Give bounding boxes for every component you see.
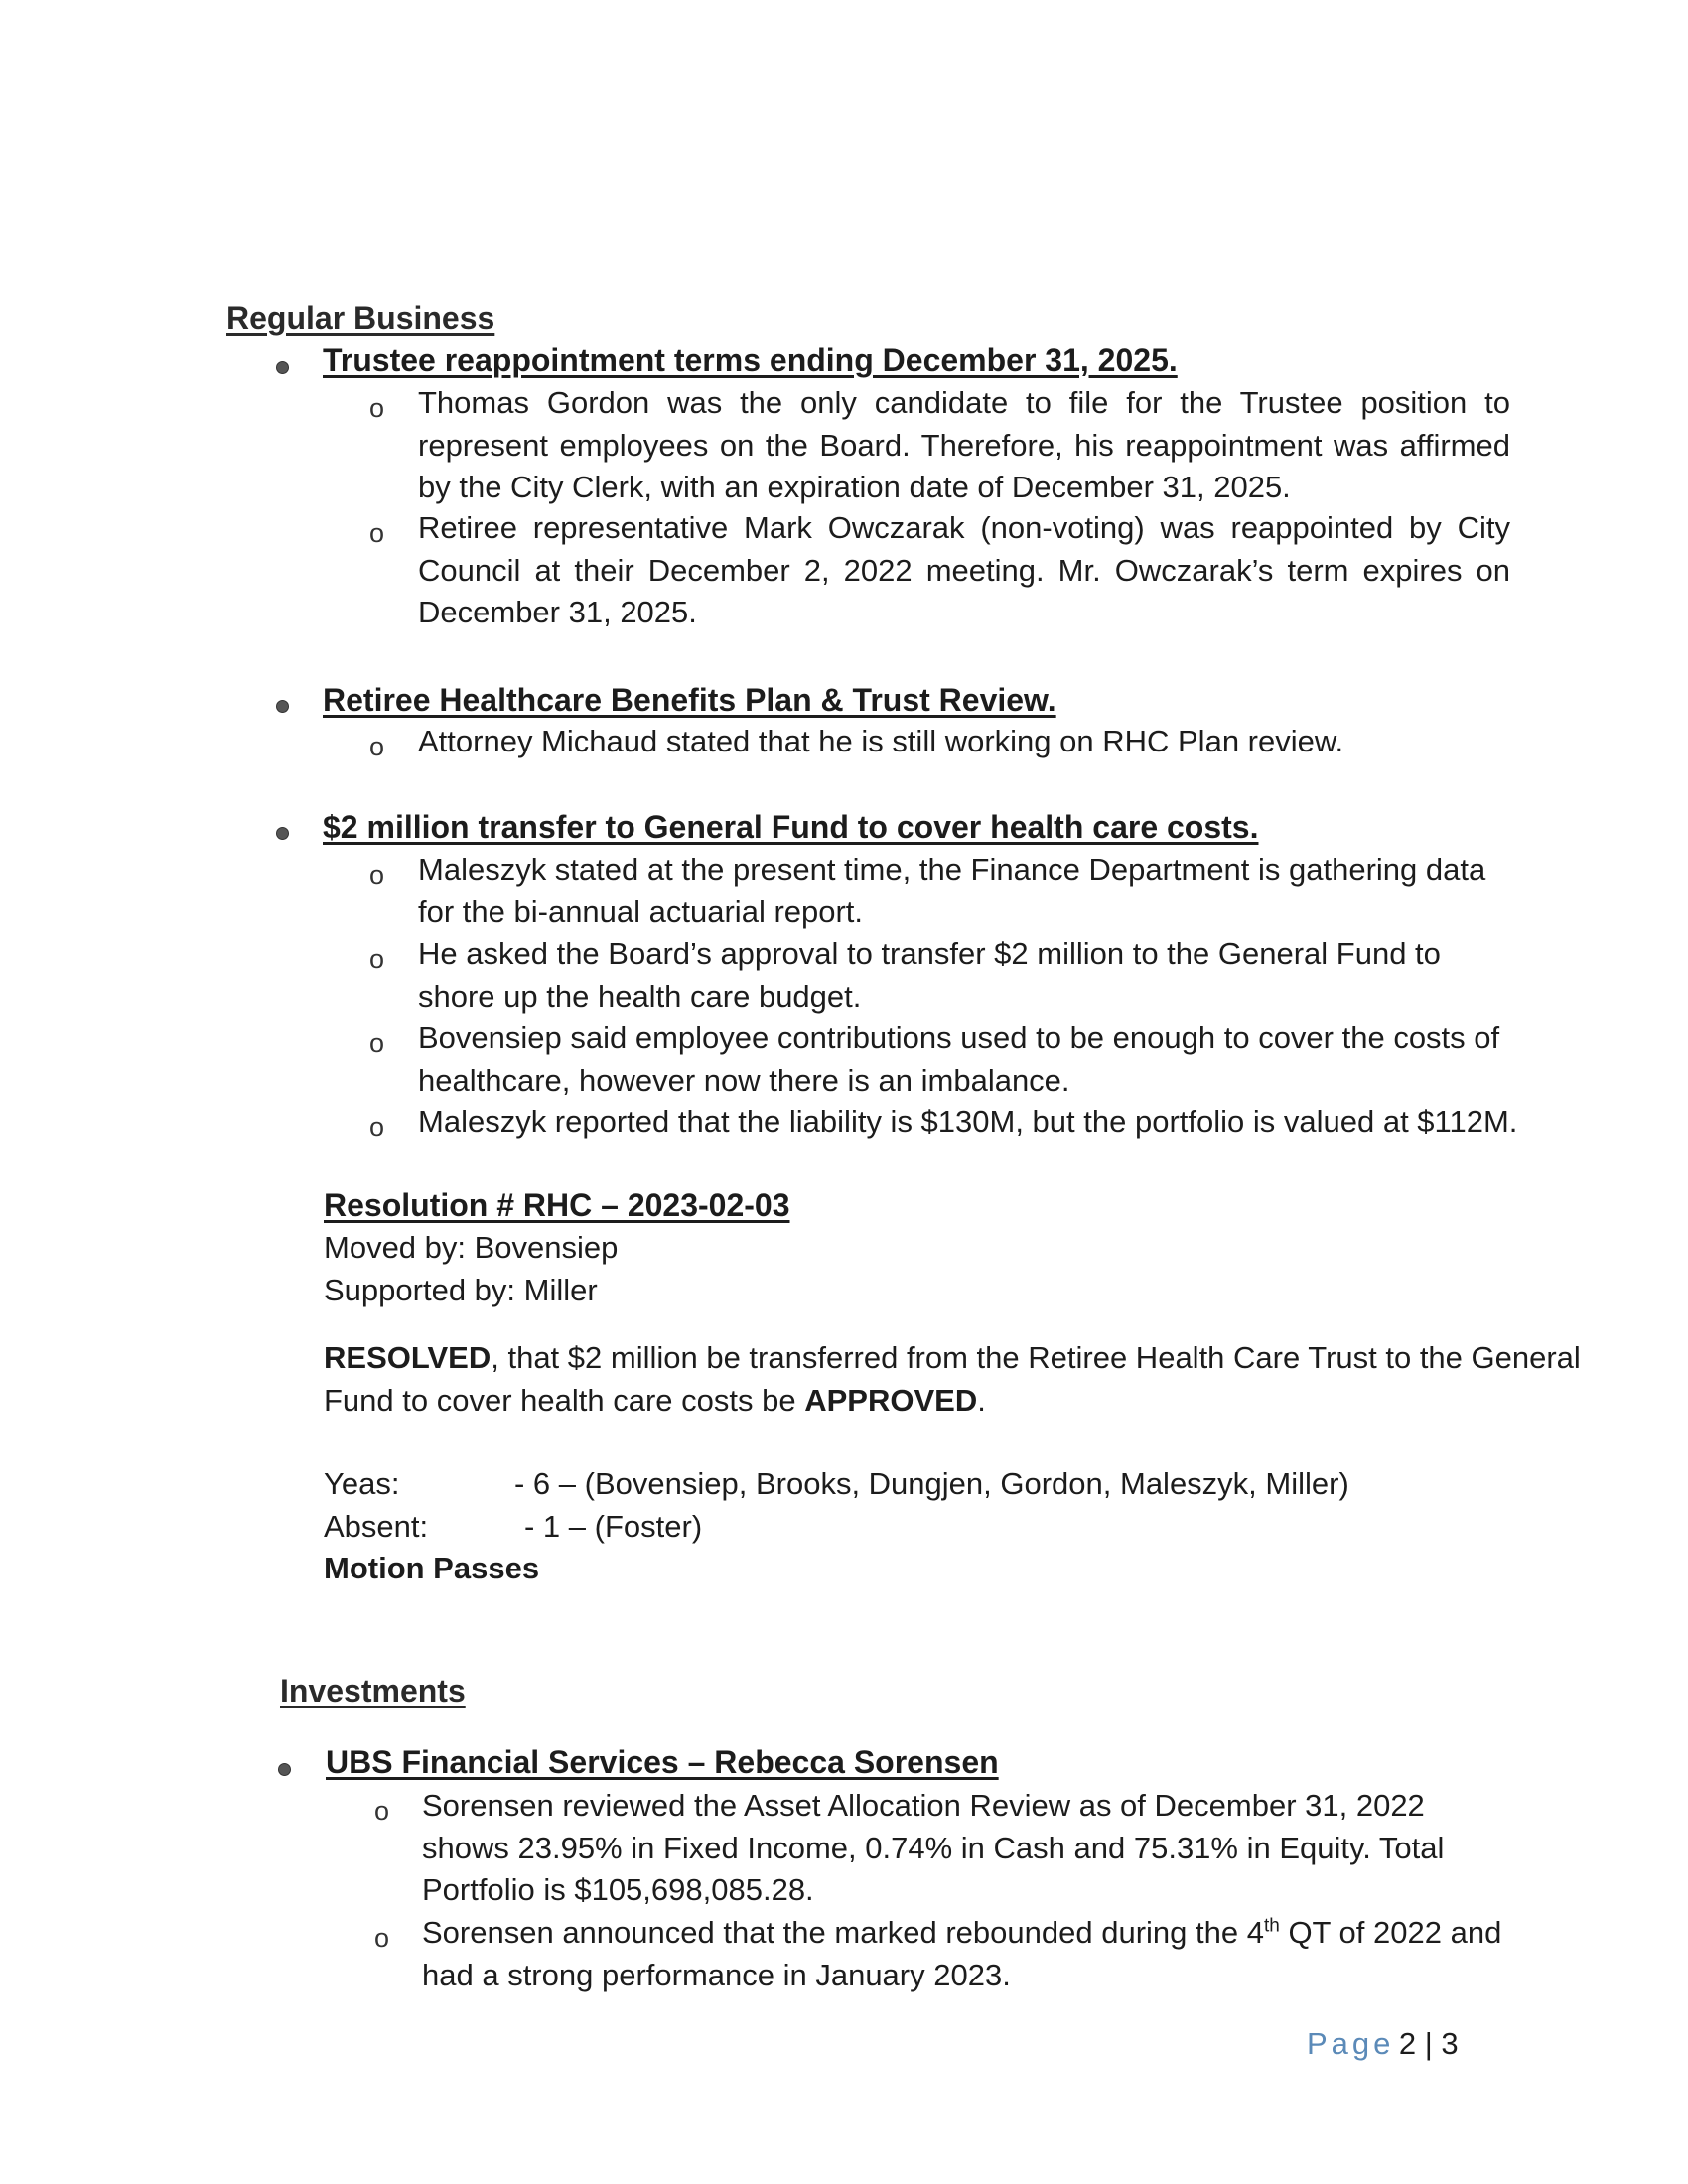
motion-outcome: Motion Passes — [324, 1551, 540, 1585]
absent-label: Absent: — [324, 1509, 429, 1544]
item-heading-2-million-transfer: $2 million transfer to General Fund to cover health care costs. — [323, 809, 1259, 845]
subitem-text: Maleszyk stated at the present time, the Finance Department is gathering data for the bi-annual actuarial report. — [418, 852, 1486, 929]
sub-bullet-icon: o — [369, 860, 385, 889]
subitem-text: He asked the Board’s approval to transfer $2 million to the General Fund to shore up the health care budget. — [418, 936, 1441, 1014]
resolution-text: Fund to cover health care costs be — [324, 1383, 805, 1418]
bullet-icon — [276, 361, 289, 374]
superscript: th — [1263, 1915, 1280, 1937]
subitem-text-part: Sorensen announced that the marked rebounded during the 4 — [422, 1915, 1264, 1950]
item-heading-trustee-reappointment: Trustee reappointment terms ending December 31, 2025. — [323, 342, 1178, 378]
sub-bullet-icon: o — [369, 393, 385, 423]
subitem-text: Sorensen reviewed the Asset Allocation Review as of December 31, 2022 shows 23.95% in Fixed Income, 0.74% in Cash and 75.31% in Equity. Total Portfolio is $105,698,085.28. — [422, 1788, 1445, 1907]
resolution-text-line-2 — [324, 1383, 986, 1419]
resolution-text-line-1 — [324, 1340, 1581, 1376]
item-heading-retiree-healthcare-review: Retiree Healthcare Benefits Plan & Trust Review. — [323, 682, 1056, 718]
yeas-label: Yeas: — [324, 1466, 400, 1501]
subitem-text: Retiree representative Mark Owczarak (non-voting) was reappointed by City Council at their December 2, 2022 meeting. Mr. Owczarak’s term expires on December 31, 2025. — [418, 510, 1510, 629]
resolution-title: Resolution # RHC – 2023-02-03 — [324, 1187, 790, 1223]
moved-by: Moved by: Bovensiep — [324, 1230, 619, 1265]
sub-bullet-icon: o — [374, 1796, 390, 1826]
item-heading-ubs-financial: UBS Financial Services – Rebecca Sorensen — [326, 1744, 999, 1780]
subitem-text: Maleszyk reported that the liability is $130M, but the portfolio is valued at $112M. — [418, 1104, 1518, 1139]
subitem-text-part: QT of 2022 and had a strong performance in January 2023. — [422, 1915, 1502, 1992]
approved-word: APPROVED — [804, 1383, 978, 1418]
supported-by: Supported by: Miller — [324, 1273, 598, 1307]
sub-bullet-icon: o — [369, 518, 385, 548]
subitem-text: Thomas Gordon was the only candidate to file for the Trustee position to represent employees on the Board. Therefore, his reappointment was affirmed by the City Clerk, with an expiration date of December 31, 2025. — [418, 385, 1510, 504]
resolved-word: RESOLVED — [324, 1340, 492, 1375]
bullet-icon — [276, 827, 289, 840]
resolution-period: . — [977, 1383, 986, 1418]
yeas-value: - 6 – (Bovensiep, Brooks, Dungjen, Gordon, Maleszyk, Miller) — [514, 1466, 1349, 1501]
bullet-icon — [276, 700, 289, 713]
page-label: Page — [1307, 2026, 1395, 2061]
absent-value: - 1 – (Foster) — [524, 1509, 703, 1544]
subitem-text — [422, 1912, 1514, 1996]
sub-bullet-icon: o — [369, 1028, 385, 1058]
section-heading-regular-business: Regular Business — [226, 300, 495, 336]
subitem-text: Attorney Michaud stated that he is still working on RHC Plan review. — [418, 724, 1344, 758]
bullet-icon — [278, 1763, 291, 1776]
sub-bullet-icon: o — [369, 732, 385, 761]
sub-bullet-icon: o — [369, 1112, 385, 1142]
resolution-text: , that $2 million be transferred from the Retiree Health Care Trust to the General — [491, 1340, 1581, 1375]
subitem-text: Bovensiep said employee contributions used to be enough to cover the costs of healthcare, however now there is an imbalance. — [418, 1021, 1500, 1098]
sub-bullet-icon: o — [374, 1923, 390, 1953]
page-footer — [1307, 2026, 1459, 2062]
sub-bullet-icon: o — [369, 944, 385, 974]
section-heading-investments: Investments — [280, 1673, 466, 1708]
page-number: 2 | 3 — [1398, 2026, 1459, 2061]
